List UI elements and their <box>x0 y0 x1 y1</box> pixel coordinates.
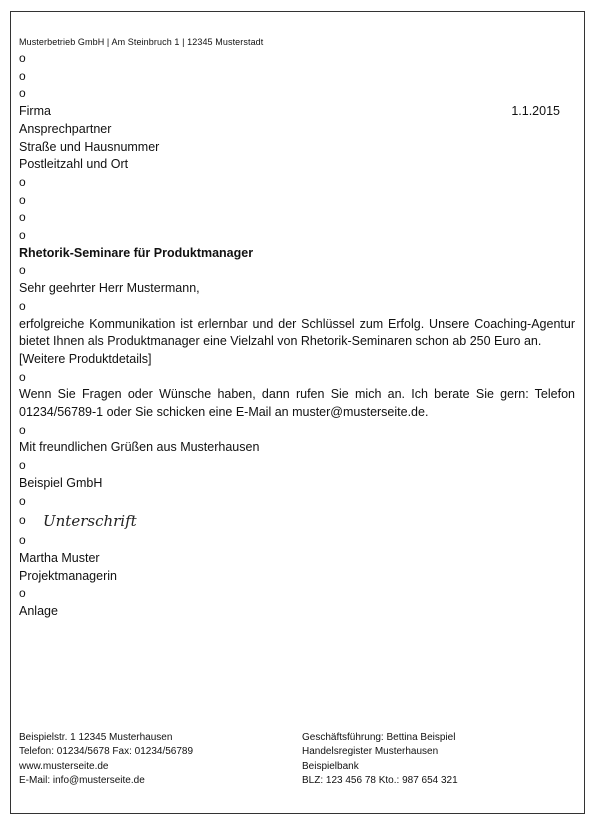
sender-line: Musterbetrieb GmbH | Am Steinbruch 1 | 12345 Musterstadt <box>19 37 264 47</box>
recipient-company: Firma <box>19 104 51 119</box>
footer-bank-account: BLZ: 123 456 78 Kto.: 987 654 321 <box>302 775 458 787</box>
paragraph-mark: o <box>19 298 26 313</box>
paragraph-mark: o <box>19 192 26 207</box>
footer-company-info <box>302 731 575 789</box>
letter-content <box>19 36 575 621</box>
letter-date: 1.1.2015 <box>511 104 560 119</box>
body-paragraph-1: erfolgreiche Kommunikation ist erlernbar und der Schlüssel zum Erfolg. Unsere Coaching-Agentur bietet Ihnen als Produktmanager eine Vielzahl von Rhetorik-Seminaren schon ab 250 Euro an. <box>19 316 575 349</box>
enclosure: Anlage <box>19 604 58 619</box>
letter-footer <box>19 731 575 789</box>
paragraph-mark: o <box>19 174 26 189</box>
footer-phone: Telefon: 01234/5678 Fax: 01234/56789 <box>19 746 194 758</box>
closing: Mit freundlichen Grüßen aus Musterhausen <box>19 440 260 455</box>
paragraph-mark: o <box>19 210 26 225</box>
paragraph-mark: o <box>19 422 26 437</box>
signer-title: Projektmanagerin <box>19 568 117 583</box>
footer-email: E-Mail: info@musterseite.de <box>19 775 145 787</box>
paragraph-mark: o <box>19 68 26 83</box>
paragraph-mark: o <box>19 51 26 65</box>
recipient-street: Straße und Hausnummer <box>19 139 160 154</box>
signature-row <box>19 510 575 532</box>
footer-website: www.musterseite.de <box>19 760 109 772</box>
recipient-contact: Ansprechpartner <box>19 121 112 136</box>
paragraph-mark: o <box>19 86 26 101</box>
paragraph-mark: o <box>19 493 26 508</box>
footer-management: Geschäftsführung: Bettina Beispiel <box>302 732 456 743</box>
letter-page <box>10 11 585 814</box>
paragraph-mark: o <box>19 533 26 548</box>
body-paragraph-2: Wenn Sie Fragen oder Wünsche haben, dann rufen Sie mich an. Ich berate Sie gern: Telefon 01234/56789-1 oder Sie schicken eine E-Mail an muster@musterseite.de. <box>19 387 575 420</box>
paragraph-mark: o <box>19 458 26 473</box>
paragraph-mark: o <box>19 513 26 528</box>
recipient-date-row <box>19 103 575 121</box>
body-paragraph-1-details: [Weitere Produktdetails] <box>19 351 152 366</box>
footer-register: Handelsregister Musterhausen <box>302 746 439 758</box>
signature: Unterschrift <box>43 512 137 531</box>
recipient-city: Postleitzahl und Ort <box>19 157 129 172</box>
footer-contact <box>19 731 302 789</box>
salutation: Sehr geehrter Herr Mustermann, <box>19 281 200 296</box>
paragraph-mark: o <box>19 228 26 243</box>
paragraph-mark: o <box>19 263 26 278</box>
letter-subject: Rhetorik-Seminare für Produktmanager <box>19 245 254 260</box>
footer-address: Beispielstr. 1 12345 Musterhausen <box>19 732 173 743</box>
signer-name: Martha Muster <box>19 550 100 565</box>
paragraph-mark: o <box>19 369 26 384</box>
paragraph-mark: o <box>19 586 26 601</box>
footer-bank: Beispielbank <box>302 760 359 772</box>
company-signoff: Beispiel GmbH <box>19 475 103 490</box>
